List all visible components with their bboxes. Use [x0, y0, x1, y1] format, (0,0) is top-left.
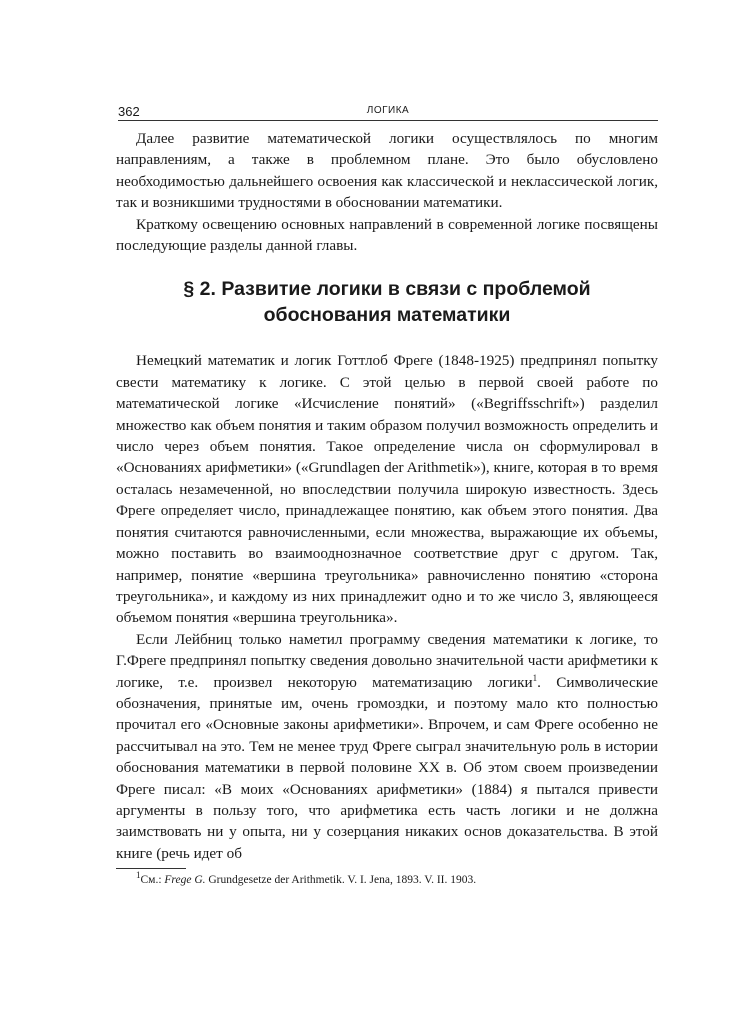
- footnote-divider: [116, 868, 186, 869]
- section-heading: [116, 276, 658, 328]
- page-number: 362: [118, 104, 140, 119]
- footnote-reference: 1: [532, 672, 538, 683]
- paragraph-1: Далее развитие математической логики осуществлялось по многим направлениям, а также в проблемном плане. Это было обусловлено необходимостью дальнейшего освоения как классической и неклассической логик, так и возникшими трудностями в обосновании математики.: [116, 130, 658, 212]
- paragraph-3: Немецкий математик и логик Готтлоб Фреге (1848-1925) предпринял попытку свести математику к логике. С этой целью в первой своей работе по математической логике «Исчисление понятий» («Begriffsschrift») разделил множество как объем понятия и таким образом получил возможность определить и число через объем понятия. Такое определение числа он сформулировал в «Основаниях арифметики» («Grundlagen der Arithmetik»), книге, которая в то время осталась незамеченной, но впоследствии получила широкую известность. Здесь Фреге определяет число, принадлежащее понятию, как объем этого понятия. Два понятия считаются равночисленными, если множества, выражающие их объемы, можно поставить во взаимооднозначное соответствие друг с другом. Так, например, понятие «вершина треугольника» равночисленно понятию «сторона треугольника», и каждому из них принадлежит одно и то же число 3, являющееся объемом понятия «вершина треугольника».: [116, 352, 658, 627]
- footnote-source: Grundgesetze der Arithmetik. V. I. Jena, 1893. V. II. 1903.: [205, 874, 477, 887]
- paragraph-2: Краткому освещению основных направлений в современной логике посвящены последующие разделы данной главы.: [116, 215, 658, 255]
- running-title: ЛОГИКА: [366, 105, 410, 116]
- footnote-author: Frege G.: [164, 874, 206, 887]
- section-heading-line-2: обоснования математики: [263, 304, 511, 327]
- footnote: [136, 870, 658, 888]
- section-heading-line-1: § 2. Развитие логики в связи с проблемой: [183, 278, 591, 301]
- footnote-prefix: См.:: [140, 874, 165, 887]
- running-header: [118, 102, 658, 121]
- paragraph-4-rest: . Символические обозначения, принятые им, очень громоздки, и поэтому мало кто полностью прочитал его «Основные законы арифметики». Впрочем, и сам Фреге особенно не рассчитывал на это. Тем не менее труд Фреге сыграл значительную роль в истории обоснования математики в первой половине XX в. Об этом своем произведении Фреге писал: «В моих «Основаниях арифметики» (1884) я пытался привести аргументы в пользу того, что арифметика есть часть логики и не должна заимствовать ни у опыта, ни у созерцания никаких основ доказательства. В этой книге (речь идет об: [116, 673, 658, 862]
- paragraph-4-main: Если Лейбниц только наметил программу сведения математики к логике, то Г.Фреге предпринял попытку сведения довольно значительной части арифметики к логике, т.е. произвел некоторую математизацию логики: [116, 630, 658, 691]
- footnote-marker: 1: [136, 870, 141, 881]
- paragraph-4: [116, 629, 658, 864]
- page-body: [116, 128, 658, 888]
